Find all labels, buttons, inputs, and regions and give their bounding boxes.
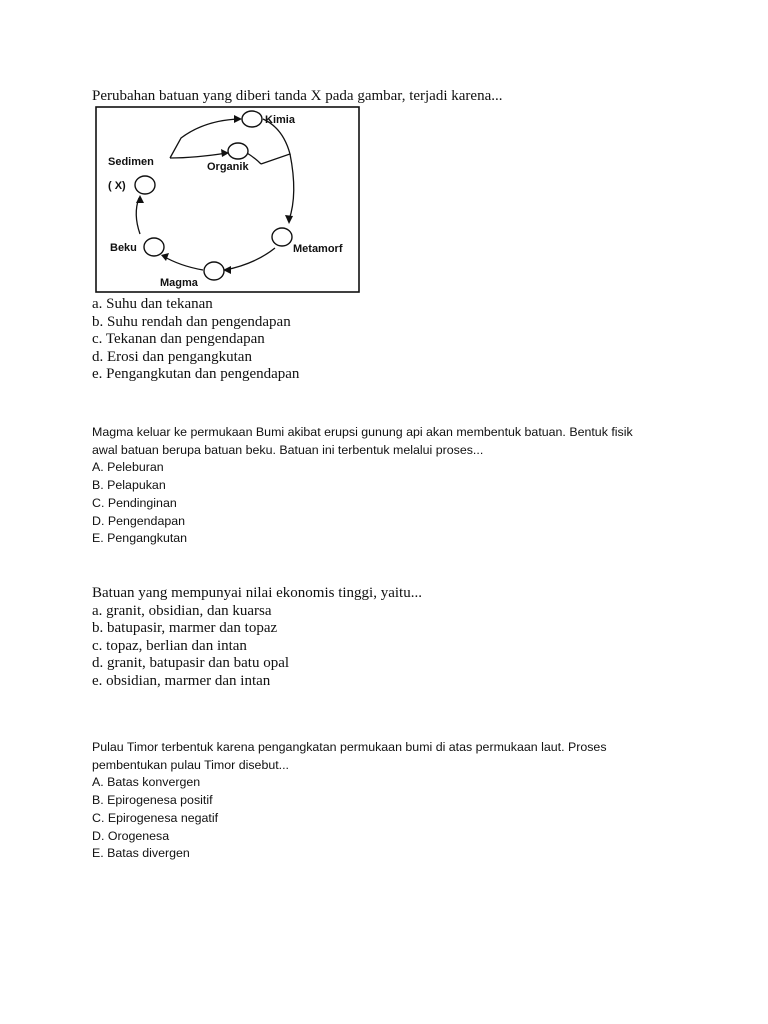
- label-organik: Organik: [207, 161, 249, 173]
- option[interactable]: a. granit, obsidian, dan kuarsa: [92, 602, 272, 619]
- question-3-stem: Batuan yang mempunyai nilai ekonomis tinggi, yaitu...: [92, 585, 422, 601]
- node-kimia: [242, 111, 262, 127]
- diagram-frame: [96, 107, 359, 292]
- label-magma: Magma: [160, 277, 198, 289]
- option[interactable]: D. Orogenesa: [92, 828, 170, 843]
- question-2: [92, 424, 692, 548]
- option[interactable]: a. Suhu dan tekanan: [92, 296, 213, 312]
- question-1-stem: Perubahan batuan yang diberi tanda X pada gambar, terjadi karena...: [92, 88, 503, 104]
- label-kimia: Kimia: [265, 114, 295, 126]
- label-beku: Beku: [110, 242, 137, 254]
- node-magma: [204, 262, 224, 280]
- rock-cycle-diagram: [95, 106, 360, 293]
- option[interactable]: E. Pengangkutan: [92, 531, 188, 546]
- option[interactable]: b. Suhu rendah dan pengendapan: [92, 313, 291, 330]
- option[interactable]: E. Batas divergen: [92, 846, 190, 861]
- option[interactable]: d. granit, batupasir dan batu opal: [92, 655, 290, 672]
- option[interactable]: b. batupasir, marmer dan topaz: [92, 620, 278, 637]
- question-2-stem-line-2: awal batuan berupa batuan beku. Batuan ini terbentuk melalui proses...: [92, 442, 484, 457]
- question-2-stem-line-1: Magma keluar ke permukaan Bumi akibat erupsi gunung api akan membentuk batuan. Bentuk fisik: [92, 425, 633, 439]
- question-4-stem-line-2: pembentukan pulau Timor disebut...: [92, 757, 289, 772]
- option[interactable]: A. Batas konvergen: [92, 775, 201, 790]
- option[interactable]: C. Pendinginan: [92, 495, 177, 510]
- option[interactable]: c. topaz, berlian dan intan: [92, 637, 247, 654]
- question-4: [92, 739, 692, 863]
- question-1: [92, 88, 692, 106]
- question-4-stem-line-1: Pulau Timor terbentuk karena pengangkatan permukaan bumi di atas permukaan laut. Proses: [92, 740, 607, 754]
- option[interactable]: e. Pengangkutan dan pengendapan: [92, 366, 300, 383]
- question-3: [92, 585, 692, 691]
- option[interactable]: D. Pengendapan: [92, 513, 186, 528]
- label-metamorf: Metamorf: [293, 243, 343, 255]
- question-1-options: [92, 296, 299, 384]
- label-x: ( X): [108, 180, 126, 192]
- option[interactable]: B. Pelapukan: [92, 478, 166, 493]
- option[interactable]: d. Erosi dan pengangkutan: [92, 348, 252, 365]
- node-beku: [144, 238, 164, 256]
- option[interactable]: e. obsidian, marmer dan intan: [92, 672, 271, 689]
- option[interactable]: C. Epirogenesa negatif: [92, 810, 219, 825]
- node-organik: [228, 143, 248, 159]
- node-metamorf: [272, 228, 292, 246]
- node-sedimen-x: [135, 176, 155, 194]
- option[interactable]: B. Epirogenesa positif: [92, 793, 213, 808]
- option[interactable]: A. Peleburan: [92, 460, 164, 475]
- label-sedimen: Sedimen: [108, 156, 154, 168]
- option[interactable]: c. Tekanan dan pengendapan: [92, 331, 265, 348]
